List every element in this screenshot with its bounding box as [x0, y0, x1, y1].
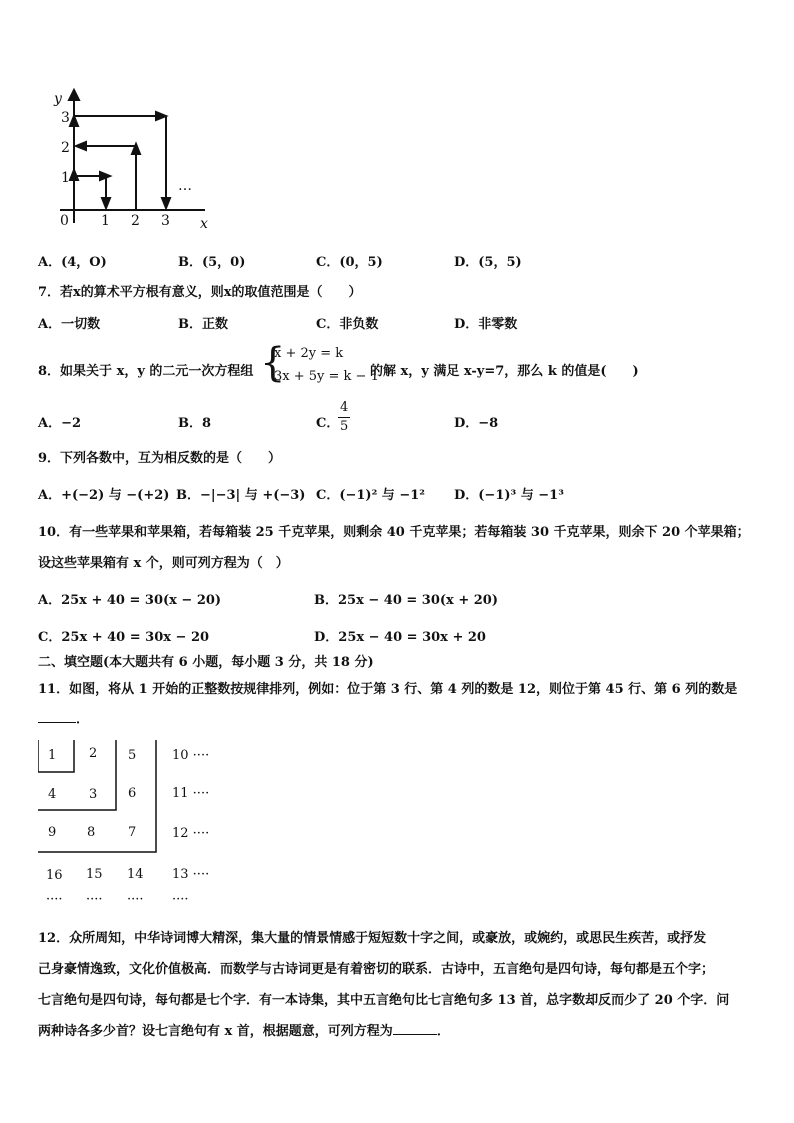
q9-option-c[interactable]: C．(−1)² 与 −1²: [316, 488, 425, 503]
grid-cell: 13 ····: [172, 867, 210, 882]
grid-cell: ····: [127, 892, 144, 907]
svg-text:0: 0: [60, 213, 69, 229]
grid-cell: 9: [48, 825, 57, 840]
q11-answer-blank[interactable]: [38, 710, 76, 723]
q10-option-c[interactable]: C．25x + 40 = 30x − 20: [38, 630, 210, 645]
grid-cell: 10 ····: [172, 748, 210, 763]
svg-text:1: 1: [101, 213, 110, 229]
q8-option-c[interactable]: C．: [316, 416, 340, 431]
grid-cell: 12 ····: [172, 826, 210, 841]
q7-option-a[interactable]: A．一切数: [38, 317, 101, 332]
q9-stem: 9．下列各数中，互为相反数的是（ ）: [38, 451, 282, 466]
q7-stem: 7．若x的算术平方根有意义，则x的取值范围是（ ）: [38, 285, 362, 300]
svg-text:2: 2: [131, 213, 140, 229]
q8-option-b[interactable]: B．8: [178, 416, 212, 431]
q10-option-a[interactable]: A．25x + 40 = 30(x − 20): [38, 593, 222, 608]
grid-cell: ····: [86, 892, 103, 907]
grid-cell: 2: [89, 746, 98, 761]
q11-grid-lines: [38, 740, 168, 858]
q11-answer-line: ．: [38, 708, 89, 727]
q10-option-b[interactable]: B．25x − 40 = 30(x + 20): [314, 593, 498, 608]
grid-cell: 16: [46, 868, 63, 883]
q10-stem-line1: 10．有一些苹果和苹果箱，若每箱装 25 千克苹果，则剩余 40 千克苹果；若每箱装 30 千克苹果，则余下 20 个苹果箱；: [38, 525, 750, 540]
svg-text:x: x: [200, 216, 208, 232]
q10-stem-line2: 设这些苹果箱有 x 个，则可列方程为（ ）: [38, 556, 289, 571]
q12-stem-line2: 己身豪情逸致，文化价值极高．而数学与古诗词更是有着密切的联系．古诗中，五言绝句是四句诗，每句都是五个字；: [38, 962, 715, 977]
q12-answer-blank[interactable]: [393, 1022, 437, 1035]
q6-option-c[interactable]: C．(0，5): [316, 255, 383, 270]
q12-stem-line1: 12．众所周知，中华诗词博大精深，集大量的情景情感于短短数十字之间，或豪放，或婉约，或思民生疾苦，或抒发: [38, 931, 707, 946]
fraction-denominator: 5: [340, 419, 349, 434]
q10-option-d[interactable]: D．25x − 40 = 30x + 20: [314, 630, 486, 645]
grid-cell: 11 ····: [172, 786, 210, 801]
grid-cell: ····: [172, 892, 189, 907]
grid-cell: 8: [87, 825, 96, 840]
system-brace: {: [260, 340, 286, 386]
q6-option-a[interactable]: A．(4，O): [38, 255, 107, 270]
q8-equation-2: 3x + 5y = k − 1: [274, 369, 379, 384]
grid-cell: 7: [128, 825, 137, 840]
fraction-numerator: 4: [338, 399, 350, 418]
svg-text:1: 1: [61, 170, 70, 186]
svg-text:…: …: [178, 178, 192, 194]
q6-option-b[interactable]: B．(5，0): [178, 255, 246, 270]
q9-option-b[interactable]: B．−|−3| 与 +(−3): [176, 488, 306, 503]
q8-option-c-fraction: [338, 399, 350, 436]
grid-cell: 6: [128, 786, 137, 801]
section-heading-fill-in: 二、填空题(本大题共有 6 小题，每小题 3 分，共 18 分): [38, 655, 374, 670]
grid-cell: 4: [48, 787, 57, 802]
q7-option-b[interactable]: B．正数: [178, 317, 228, 332]
q6-staircase-graph: [50, 88, 220, 236]
grid-cell: 15: [86, 867, 103, 882]
q8-stem-suffix: 的解 x，y 满足 x-y=7，那么 k 的值是( ): [370, 364, 639, 379]
grid-cell: 1: [48, 748, 57, 763]
q11-stem: 11．如图，将从 1 开始的正整数按规律排列，例如：位于第 3 行、第 4 列的数是 12，则位于第 45 行、第 6 列的数是: [38, 682, 738, 697]
q7-option-d[interactable]: D．非零数: [454, 317, 518, 332]
svg-text:2: 2: [61, 140, 70, 156]
svg-text:3: 3: [61, 110, 70, 126]
grid-cell: 14: [127, 867, 144, 882]
q12-stem-line3: 七言绝句是四句诗，每句都是七个字．有一本诗集，其中五言绝句比七言绝句多 13 首，总字数却反而少了 20 个字．问: [38, 993, 730, 1008]
q8-stem-prefix: 8．如果关于 x，y 的二元一次方程组: [38, 364, 254, 379]
q8-option-d[interactable]: D．−8: [454, 416, 499, 431]
svg-text:y: y: [54, 91, 62, 107]
svg-text:3: 3: [161, 213, 170, 229]
grid-cell: 5: [128, 748, 137, 763]
q7-option-c[interactable]: C．非负数: [316, 317, 379, 332]
q8-option-a[interactable]: A．−2: [38, 416, 82, 431]
q6-option-d[interactable]: D．(5，5): [454, 255, 522, 270]
q8-equation-1: x + 2y = k: [274, 346, 344, 361]
grid-cell: 3: [89, 787, 98, 802]
q9-option-a[interactable]: A．+(−2) 与 −(+2): [38, 488, 170, 503]
grid-cell: ····: [46, 892, 63, 907]
q12-stem-line4: 两种诗各多少首？设七言绝句有 x 首，根据题意，可列方程为 ．: [38, 1024, 450, 1039]
q9-option-d[interactable]: D．(−1)³ 与 −1³: [454, 488, 564, 503]
